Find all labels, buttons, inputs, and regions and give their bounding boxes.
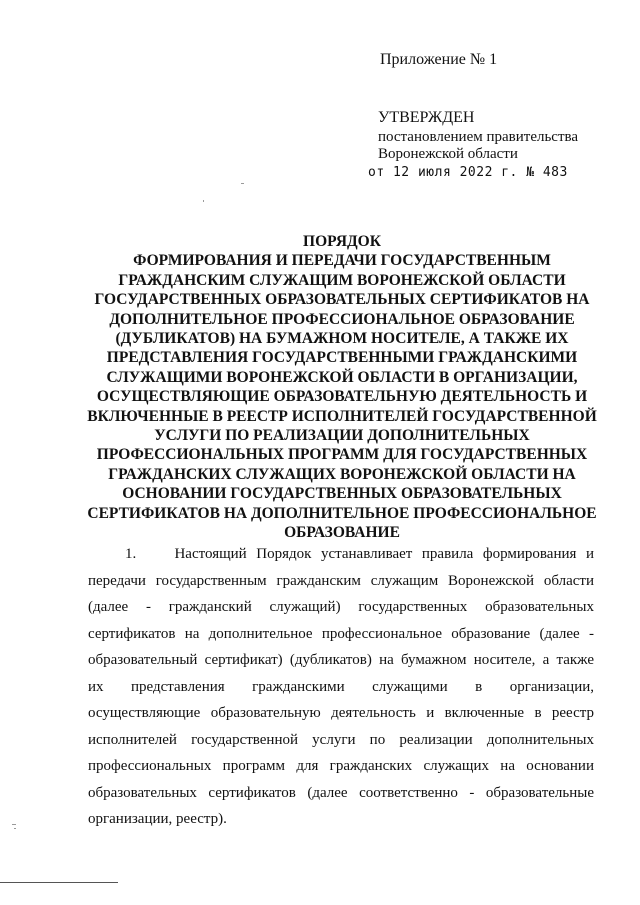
paragraph-line: осуществляющие образовательную деятельность и включенные в реестр bbox=[88, 705, 594, 721]
approval-title: УТВЕРЖДЕН bbox=[378, 109, 475, 126]
paragraph-line: образовательный сертификат) (дубликатов) на бумажном носителе, а также bbox=[88, 652, 594, 668]
title-line: ДОПОЛНИТЕЛЬНОЕ ПРОФЕССИОНАЛЬНОЕ ОБРАЗОВАНИЕ bbox=[109, 310, 575, 328]
title-line: СЕРТИФИКАТОВ НА ДОПОЛНИТЕЛЬНОЕ ПРОФЕССИОНАЛЬНОЕ bbox=[87, 504, 597, 522]
title-line: ПРОФЕССИОНАЛЬНЫХ ПРОГРАММ ДЛЯ ГОСУДАРСТВЕННЫХ bbox=[96, 446, 588, 464]
title-line: СЛУЖАЩИМИ ВОРОНЕЖСКОЙ ОБЛАСТИ В ОРГАНИЗАЦИИ, bbox=[106, 368, 578, 386]
paragraph-line: образовательных сертификатов (далее соответственно - образовательные bbox=[88, 784, 594, 801]
approval-line-2: Воронежской области bbox=[378, 146, 518, 162]
title-line: (ДУБЛИКАТОВ) НА БУМАЖНОМ НОСИТЕЛЕ, А ТАКЖЕ ИХ bbox=[115, 330, 569, 348]
title-line: ОСУЩЕСТВЛЯЮЩИЕ ОБРАЗОВАТЕЛЬНУЮ ДЕЯТЕЛЬНОСТЬ И bbox=[96, 388, 588, 406]
footnote-rule bbox=[0, 882, 118, 883]
approval-date-stamp: от 12 июля 2022 г. № 483 bbox=[368, 165, 568, 180]
title-line: ФОРМИРОВАНИЯ И ПЕРЕДАЧИ ГОСУДАРСТВЕННЫМ bbox=[133, 252, 551, 270]
title-line: ГОСУДАРСТВЕННЫХ ОБРАЗОВАТЕЛЬНЫХ СЕРТИФИКАТОВ НА bbox=[94, 291, 590, 309]
scan-speck bbox=[12, 824, 16, 825]
paragraph-line: профессиональных программ для гражданских служащих на основании bbox=[88, 758, 594, 774]
paragraph-line: (далее - гражданский служащий) государственных образовательных bbox=[88, 599, 594, 615]
paragraph-line: сертификатов на дополнительное профессиональное образование (далее - bbox=[88, 625, 594, 642]
paragraph-1 bbox=[88, 541, 594, 833]
paragraph-line: 1. Настоящий Порядок устанавливает правила формирования и bbox=[125, 546, 594, 562]
scan-speck bbox=[241, 183, 244, 184]
appendix-label: Приложение № 1 bbox=[380, 51, 498, 68]
scan-speck bbox=[14, 828, 16, 829]
title-heading: ПОРЯДОК bbox=[303, 233, 381, 250]
paragraph-line: организации, реестр). bbox=[88, 811, 227, 827]
approval-block bbox=[368, 108, 579, 182]
scan-speck bbox=[203, 200, 204, 202]
title-line: ГРАЖДАНСКИМ СЛУЖАЩИМ ВОРОНЕЖСКОЙ ОБЛАСТИ bbox=[118, 271, 566, 289]
title-line: ВКЛЮЧЕННЫЕ В РЕЕСТР ИСПОЛНИТЕЛЕЙ ГОСУДАРСТВЕННОЙ bbox=[87, 407, 597, 425]
document-title bbox=[82, 232, 602, 543]
title-line: ОСНОВАНИИ ГОСУДАРСТВЕННЫХ ОБРАЗОВАТЕЛЬНЫХ bbox=[122, 485, 562, 503]
title-line: ОБРАЗОВАНИЕ bbox=[284, 524, 400, 542]
paragraph-line: передачи государственным гражданским служащим Воронежской области bbox=[88, 572, 594, 589]
approval-line-1: постановлением правительства bbox=[378, 129, 579, 145]
title-line: ГРАЖДАНСКИХ СЛУЖАЩИХ ВОРОНЕЖСКОЙ ОБЛАСТИ НА bbox=[108, 465, 576, 483]
paragraph-line: исполнителей государственной услуги по реализации дополнительных bbox=[88, 731, 594, 748]
title-line: ПРЕДСТАВЛЕНИЯ ГОСУДАРСТВЕННЫМИ ГРАЖДАНСКИМИ bbox=[106, 349, 578, 367]
title-line: УСЛУГИ ПО РЕАЛИЗАЦИИ ДОПОЛНИТЕЛЬНЫХ bbox=[154, 427, 530, 445]
paragraph-line: их представления гражданскими служащими в организации, bbox=[88, 678, 594, 695]
